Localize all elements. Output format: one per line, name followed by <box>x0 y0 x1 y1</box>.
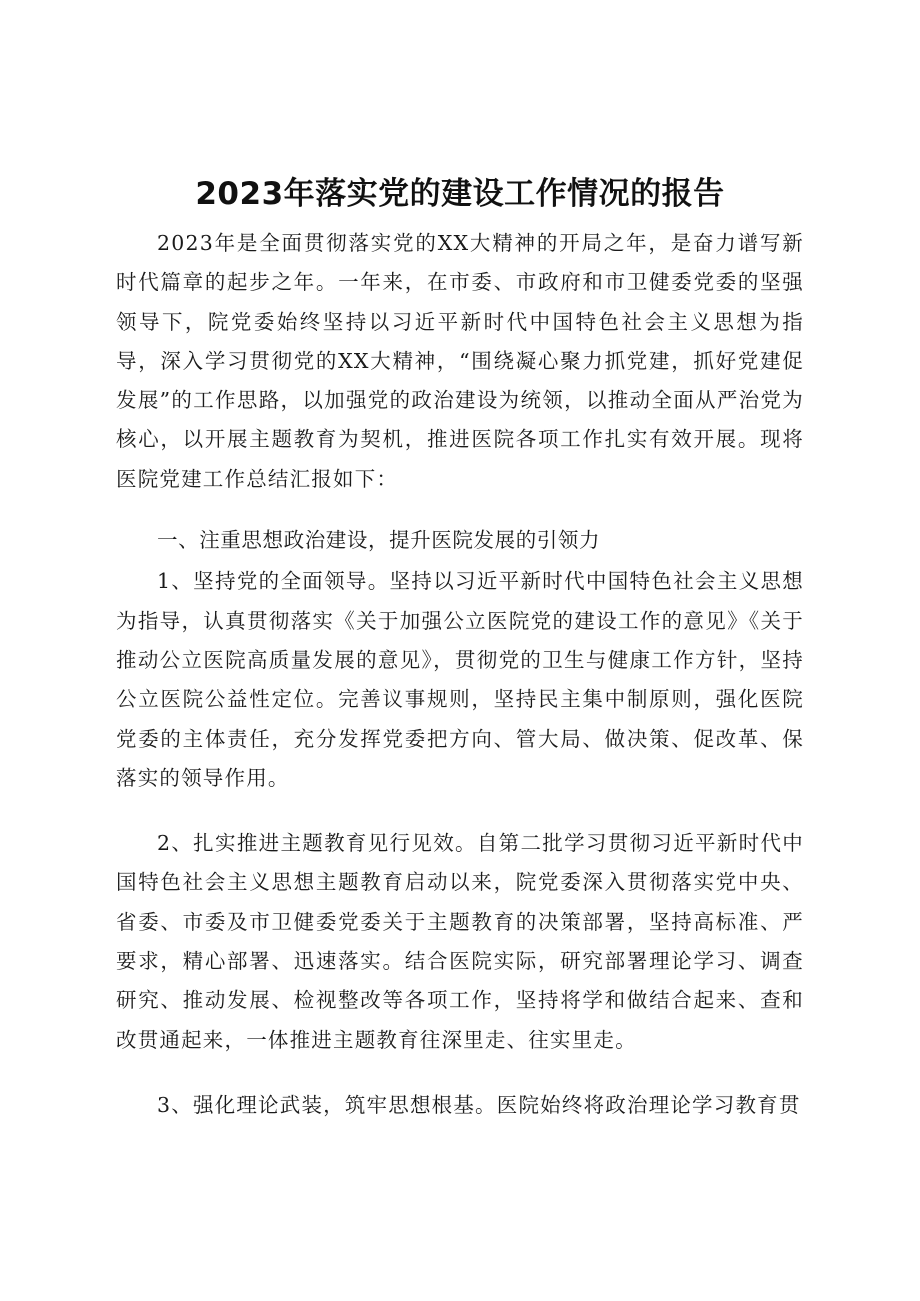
section-heading: 一、注重思想政治建设，提升医院发展的引领力 <box>157 528 601 553</box>
document-title: 2023年落实党的建设工作情况的报告 <box>195 176 725 212</box>
item-1-paragraph: 1、坚持党的全面领导。坚持以习近平新时代中国特色社会主义思想为指导，认真贯彻落实《关于加强公立医院党的建设工作的意见》《关于推动公立医院高质量发展的意见》，贯彻党的卫生与健康工作方针，坚持公立医院公益性定位。完善议事规则，坚持民主集中制原则，强化医院党委的主体责任，充分发挥党委把方向、管大局、做决策、促改革、保落实的领导作用。 <box>116 569 804 790</box>
intro-paragraph: 2023年是全面贯彻落实党的XX大精神的开局之年，是奋力谱写新时代篇章的起步之年。一年来，在市委、市政府和市卫健委党委的坚强领导下，院党委始终坚持以习近平新时代中国特色社会主义思想为指导，深入学习贯彻党的XX大精神，“围绕凝心聚力抓党建，抓好党建促发展”的工作思路，以加强党的政治建设为统领，以推动全面从严治党为核心，以开展主题教育为契机，推进医院各项工作扎实有效开展。现将医院党建工作总结汇报如下： <box>116 231 804 491</box>
item-3-paragraph: 3、强化理论武装，筑牢思想根基。医院始终将政治理论学习教育贯 <box>157 1092 801 1117</box>
document-body <box>116 224 804 1125</box>
item-2-paragraph: 2、扎实推进主题教育见行见效。自第二批学习贯彻习近平新时代中国特色社会主义思想主题教育启动以来，院党委深入贯彻落实党中央、省委、市委及市卫健委党委关于主题教育的决策部署，坚持高标准、严要求，精心部署、迅速落实。结合医院实际，研究部署理论学习、调查研究、推动发展、检视整改等各项工作，坚持将学和做结合起来、查和改贯通起来，一体推进主题教育往深里走、往实里走。 <box>116 831 804 1052</box>
